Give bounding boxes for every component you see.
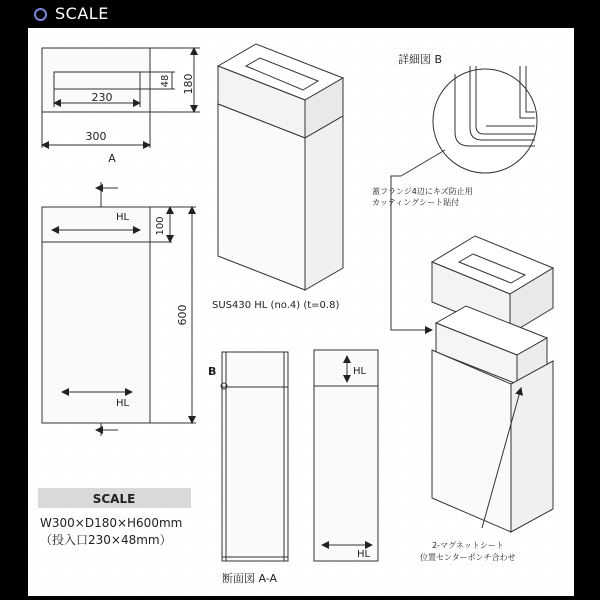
hl-label-bottom: HL — [116, 398, 130, 409]
front-body — [42, 242, 150, 423]
side-hl-top: HL — [353, 366, 367, 377]
spec-label: SCALE — [92, 492, 136, 506]
magnet-note-2: 位置センターポンチ合わせ — [420, 553, 516, 562]
side-view — [314, 350, 378, 561]
side-hl-bottom: HL — [357, 549, 371, 560]
front-lid — [42, 207, 150, 242]
view-label-a: A — [108, 152, 116, 165]
header-title: SCALE — [55, 4, 109, 23]
section-caption: 断面図 A-A — [222, 572, 278, 585]
material-note: SUS430 HL (no.4) (t=0.8) — [212, 300, 340, 311]
magnet-note-1: 2-マグネットシート — [432, 541, 504, 550]
perspective-view — [218, 44, 343, 290]
exploded-view — [432, 236, 553, 532]
spec-opening: （投入口230×48mm） — [40, 533, 172, 547]
spec-dimensions: W300×D180×H600mm — [40, 516, 183, 530]
dim-100: 100 — [155, 216, 166, 236]
dim-230: 230 — [91, 91, 113, 104]
dim-300: 300 — [85, 130, 107, 143]
detail-note-1: 蓋フランジ4辺にキズ防止用 — [372, 187, 473, 196]
dim-48: 48 — [160, 74, 171, 88]
hl-label-top: HL — [116, 212, 130, 223]
detail-note-2: カッティングシート貼付 — [372, 198, 460, 207]
detail-b-title: 詳細図 B — [398, 53, 443, 66]
dim-600: 600 — [176, 304, 189, 326]
section-view — [221, 352, 288, 561]
detail-ref-b: B — [208, 365, 217, 378]
dim-180: 180 — [182, 73, 195, 95]
